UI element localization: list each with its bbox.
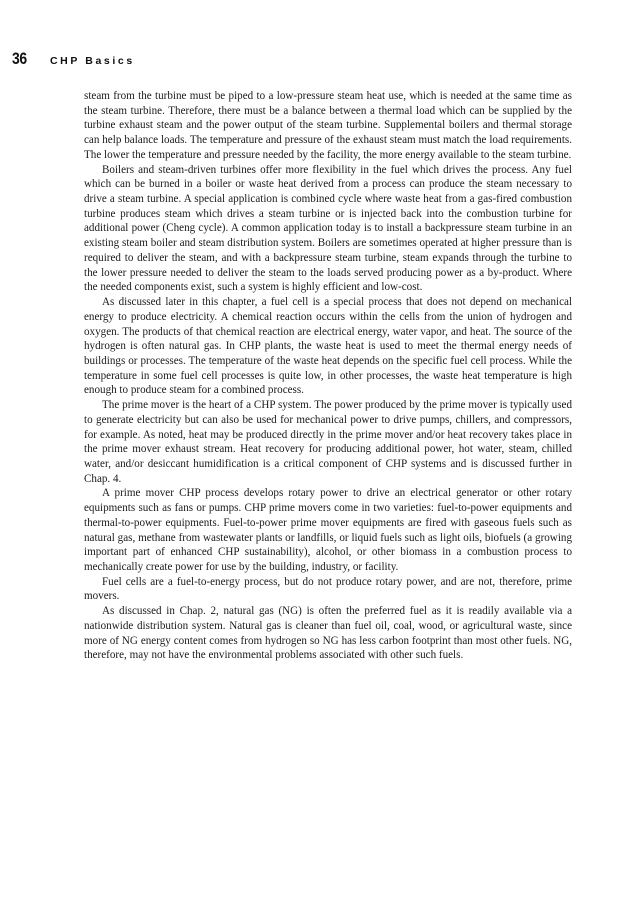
paragraph-continued: steam from the turbine must be piped to a low-pressure steam heat use, which is needed at the same time as the steam turbine. Therefore, there must be a balance between a thermal load which can be supplied by the turbine exhaust steam and the power output of the steam turbine. Supplemental boilers and thermal storage can help balance loads. The temperature and pressure of the exhaust steam must match the load requirements. The lower the temperature and pressure needed by the facility, the more energy available to the steam turbine. (84, 90, 572, 161)
running-head-title: CHP Basics (50, 55, 135, 67)
paragraph-natural-gas: As discussed in Chap. 2, natural gas (NG) is often the preferred fuel as it is readily available via a nationwide distribution system. Natural gas is cleaner than fuel oil, coal, wood, or agricultural waste, since more of NG energy content comes from hydrogen so NG has less carbon footprint than most other fuels. NG, therefore, may not have the environmental problems associated with other such fuels. (84, 605, 572, 662)
paragraph-rotary-power: A prime mover CHP process develops rotary power to drive an electrical generator or other rotary equipments such as fans or pumps. CHP prime movers come in two varieties: fuel-to-power equipments and thermal-to-power equipments. Fuel-to-power prime mover equipments are fired with gaseous fuels such as natural gas, methane from wastewater plants or landfills, or liquid fuels such as light oils, biofuels (a growing important part of enhanced CHP sustainability), alcohol, or other biomass in a combustion process to mechanically create power for use by the building, industry, or facility. (84, 487, 572, 573)
body-text (84, 89, 572, 663)
paragraph-fuel-cell: As discussed later in this chapter, a fuel cell is a special process that does not depend on mechanical energy to produce electricity. A chemical reaction occurs within the cells from the union of hydrogen and oxygen. The products of that chemical reaction are electrical energy, water vapor, and heat. The source of the hydrogen is often natural gas. In CHP plants, the waste heat is used to meet the thermal energy needs of buildings or processes. The temperature of the waste heat depends on the specific fuel cell process. While the temperature in some fuel cell processes is quite low, in other processes, the waste heat temperature is high enough to produce steam for a combined process. (84, 296, 572, 397)
paragraph-boilers: Boilers and steam-driven turbines offer more flexibility in the fuel which drives the process. Any fuel which can be burned in a boiler or waste heat derived from a process can produce the steam necessary to drive a steam turbine. A special application is combined cycle where waste heat from a gas-fired combustion turbine produces steam which drives a steam turbine or is injected back into the combustion turbine for additional power (Cheng cycle). A common application today is to install a backpressure steam turbine in an existing steam boiler and steam distribution system. Boilers are sometimes operated at higher pressure than is required to deliver the steam, and with a backpressure steam turbine, steam expands through the turbine to the lower pressure needed to deliver the steam to the loads served producing power as a by-product. Where the needed components exist, such a system is highly efficient and low-cost. (84, 163, 572, 294)
running-head (12, 49, 135, 69)
paragraph-fuel-cells-note: Fuel cells are a fuel-to-energy process, but do not produce rotary power, and are not, therefore, prime movers. (84, 575, 572, 603)
page-number: 36 (12, 49, 27, 68)
paragraph-prime-mover: The prime mover is the heart of a CHP system. The power produced by the prime mover is typically used to generate electricity but can also be used for mechanical power to drive pumps, chillers, and compressors, for example. As noted, heat may be produced directly in the prime mover and/or heat recovery takes place in the prime mover exhaust stream. Heat recovery for producing additional power, hot water, steam, chilled water, and/or desiccant humidification is a critical component of CHP systems and is discussed further in Chap. 4. (84, 399, 572, 485)
